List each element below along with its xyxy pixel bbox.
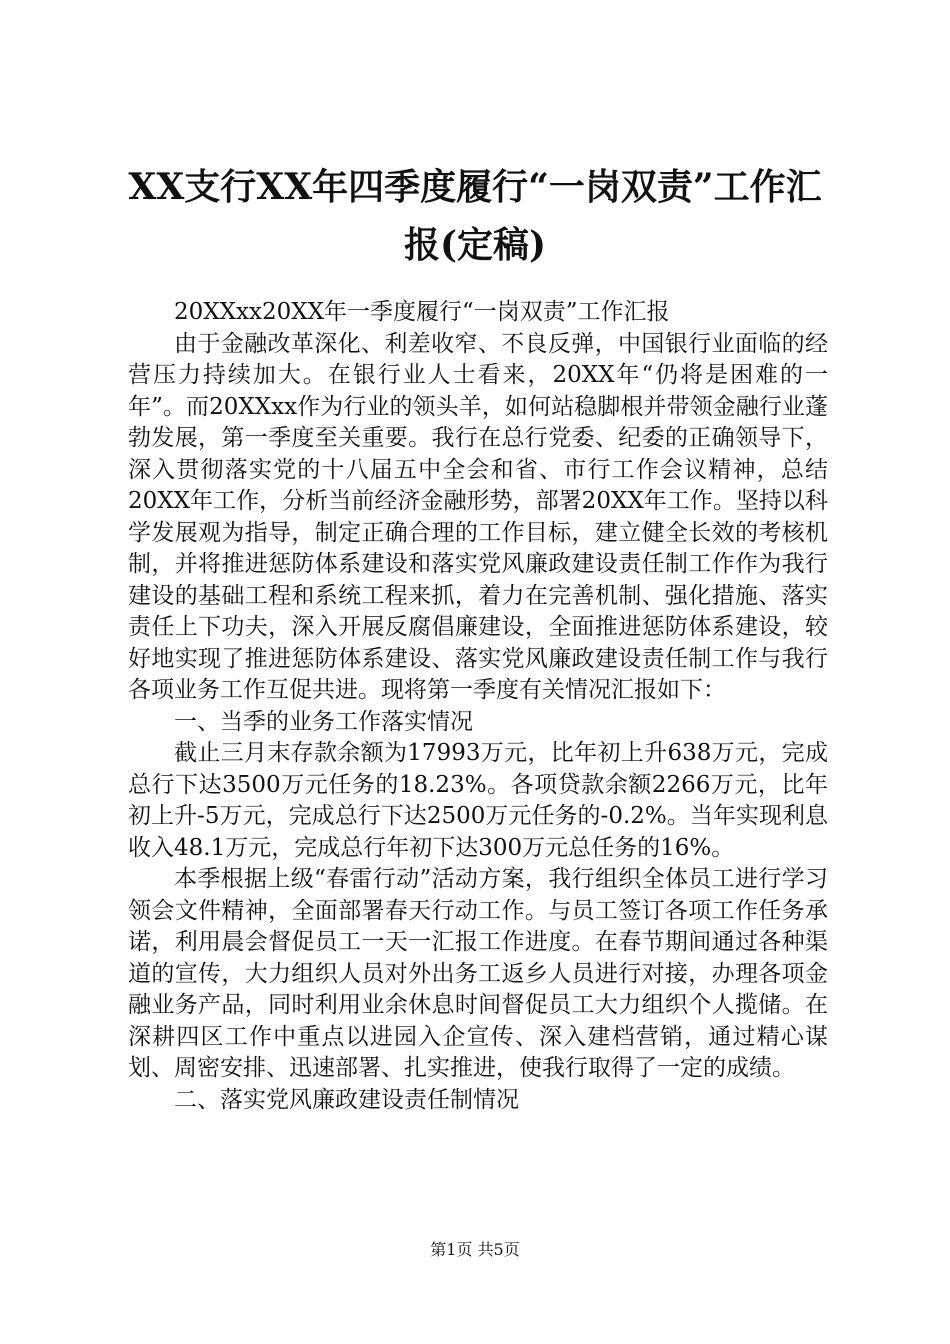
paragraph-intro: 由于金融改革深化、利差收窄、不良反弹，中国银行业面临的经营压力持续加大。在银行业人士看来，20XX年“仍将是困难的一年”。而20XXxx作为行业的领头羊，如何站稳脚根并带领金融行业蓬勃发展，第一季度至关重要。我行在总行党委、纪委的正确领导下，深入贯彻落实党的十八届五中全会和省、市行工作会议精神，总结20XX年工作，分析当前经济金融形势，部署20XX年工作。坚持以科学发展观为指导，制定正确合理的工作目标，建立健全长效的考核机制，并将推进惩防体系建设和落实党风廉政建设责任制工作作为我行建设的基础工程和系统工程来抓，着力在完善机制、强化措施、落实责任上下功夫，深入开展反腐倡廉建设，全面推进惩防体系建设，较好地实现了推进惩防体系建设、落实党风廉政建设责任制工作与我行各项业务工作互促共进。现将第一季度有关情况汇报如下：	[128, 330, 828, 703]
section-heading-1: 一、当季的业务工作落实情况	[174, 708, 473, 735]
paragraph-subtitle: 20XXxx20XX年一季度履行“一岗双责”工作汇报	[174, 299, 670, 325]
section-heading-2: 二、落实党风廉政建设责任制情况	[174, 1086, 519, 1113]
document-title: XX支行XX年四季度履行“一岗双责”工作汇报(定稿)	[128, 166, 822, 266]
paragraph-figures: 截止三月末存款余额为17993万元，比年初上升638万元，完成总行下达3500万元任务的18.23%。各项贷款余额2266万元，比年初上升-5万元，完成总行下达2500万元任务的-0.2%。当年实现利息收入48.1万元，完成总行年初下达300万元总任务的16%。	[128, 740, 828, 861]
paragraph-activities: 本季根据上级“春雷行动”活动方案，我行组织全体员工进行学习领会文件精神，全面部署春天行动工作。与员工签订各项工作任务承诺，利用晨会督促员工一天一汇报工作进度。在春节期间通过各种渠道的宣传，大力组织人员对外出务工返乡人员进行对接，办理各项金融业务产品，同时利用业余休息时间督促员工大力组织个人揽储。在深耕四区工作中重点以进园入企宣传、深入建档营销，通过精心谋划、周密安排、迅速部署、扎实推进，使我行取得了一定的成绩。	[128, 866, 828, 1081]
page-number-footer: 第1页 共5页	[430, 1240, 520, 1259]
document-body	[128, 297, 828, 1116]
